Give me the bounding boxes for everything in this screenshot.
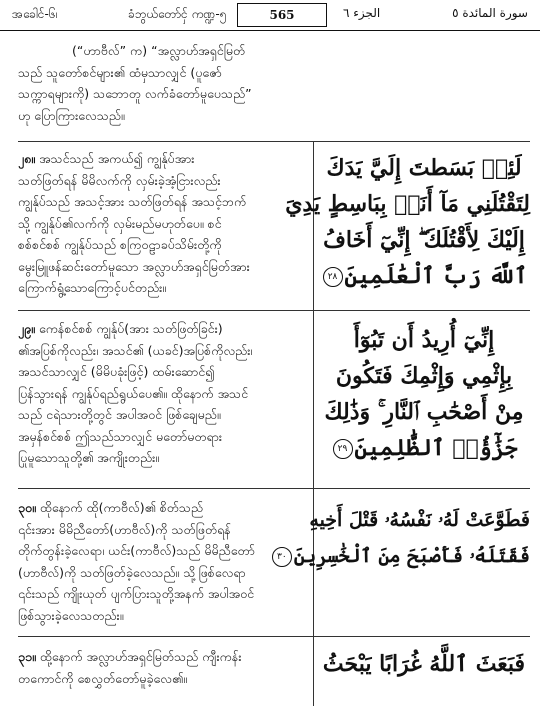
arabic-verse-30: [277, 502, 530, 574]
text-line: သက္ကာရများကို) သဘောတူ လက်ခံတော်မူပေသည်”: [18, 86, 252, 101]
book-volume: ကဏ္ဍ-၅: [191, 7, 227, 21]
arabic-line: لِتَقْتُلَنِي مَآ أَنَا۠ بِبَاسِطٍ يَدِيَ: [285, 191, 530, 217]
text-line: အသင်သာလျှင် (မိမိပခုံးဖြင့်) ထမ်းဆောင်၍: [18, 364, 215, 379]
translation-30: [18, 497, 302, 626]
text-line: သတ်ဖြတ်ရန် မိမိလက်ကို လှမ်းခဲ့အံ့ငြားလည်း: [18, 172, 221, 188]
verse-number: ၃၁။: [18, 649, 36, 664]
text-line: သည် ငရဲသားတို့တွင် အပါအဝင် ဖြစ်ချေမည်။: [18, 407, 221, 422]
text-line: (ဟာဗီလ်)ကို သတ်ဖြတ်ခဲ့လေသည်။ သို့ဖြစ်လေရာ: [18, 564, 246, 580]
header-book-title: [128, 6, 227, 24]
arabic-verse-29: [318, 322, 530, 466]
surah-label: سورة المائدة ٥: [452, 6, 528, 20]
arabic-verse-28: [285, 150, 530, 294]
text-line: ကြောက်ရွံ့သောကြောင့်ပင်တည်း။: [18, 280, 167, 295]
text-line: သည် သူတော်စင်များ၏ ထံမှသာလျှင် (ပူဇော်: [18, 64, 222, 80]
arabic-line: مِنْ أَصْحَٰبِ ٱلنَّارِ ۚ وَذَٰلِكَ: [324, 399, 524, 425]
text-line: ဖြစ်သွားခဲ့လေသတည်း။: [18, 607, 124, 623]
translation-31: [18, 646, 302, 689]
ayah-marker: ٣٠: [272, 547, 292, 567]
text-line: စစ်စင်စစ် ကျွန်ုပ်သည် စကြဝဠာခပ်သိမ်းတို့ကို: [18, 237, 222, 252]
text-line: မွေးမြူဖန်ဆင်းတော်မူသော အလ္လာဟ်အရှင်မြတ်အား: [18, 258, 250, 274]
text-line: ကျွန်ုပ်သည် အသင့်အား သတ်ဖြတ်ရန် အသင့်ဘက်: [18, 194, 247, 209]
section-divider: [18, 488, 530, 489]
arabic-line-content: ٱللَّهَ رَبَّ ٱلْعَٰلَمِينَ: [344, 263, 528, 289]
text-line: တိုက်တွန်းခဲ့လေရာ၊ ယင်း(ကာဗီလ်)သည် မိမိညီတော်: [18, 543, 255, 558]
text-line-content: ထို့နောက် အလ္လာဟ်အရှင်မြတ်သည် ကျီးကန်း: [39, 649, 242, 664]
text-line: ပြုမူသောသူတို့၏ အကျိုးတည်း။: [18, 450, 160, 465]
arabic-line: فَطَوَّعَتْ لَهُۥ نَفْسُهُۥ قَتْلَ أَخِيهِ: [309, 509, 530, 531]
arabic-line: [318, 258, 530, 294]
arabic-line: [277, 538, 530, 574]
text-line: အမှန်စင်စစ် ဤသည်သာလျှင် မတော်မတရား: [18, 428, 223, 444]
text-line: [18, 497, 302, 519]
text-line-content: အသင်သည် အကယ်၍ ကျွန်ုပ်အား: [39, 151, 195, 166]
text-line: [18, 148, 302, 170]
column-divider: [313, 141, 314, 706]
text-line: ဟု ပြောကြားလေသည်။: [18, 107, 125, 123]
text-line: [18, 318, 302, 340]
header-left-label: အခေါင်-၆၊: [12, 7, 58, 21]
section-divider: [18, 310, 530, 311]
text-line: ၏အပြစ်ကိုလည်း၊ အသင်၏ (ယခင်)အပြစ်ကိုလည်း၊: [18, 342, 253, 358]
text-line: တကောင်ကို စေလွှတ်တော်မူခဲ့လေ၏။: [18, 670, 187, 686]
text-line-content: ကေန်စင်စစ် ကျွန်ုပ်(အား သတ်ဖြတ်ခြင်း): [38, 321, 223, 336]
arabic-line: إِلَيْكَ لِأَقْتُلَكَ ۖ إِنِّيٓ أَخَافُ: [323, 227, 525, 253]
text-line: [18, 646, 302, 668]
text-line-content: ထိုနောက် ထို(ကာဗီလ်)၏ စိတ်သည်: [39, 500, 204, 515]
section-divider: [18, 636, 530, 637]
juz-label: الجزء ٦: [343, 6, 381, 20]
intro-paragraph: [18, 40, 302, 126]
arabic-line: لَئِنۢ بَسَطتَ إِلَيَّ يَدَكَ: [326, 155, 522, 181]
arabic-verse-31: [318, 646, 530, 682]
arabic-line-content: جَزَٰٓؤُا۟ ٱلظَّٰلِمِينَ: [354, 435, 518, 461]
arabic-line: إِنِّيٓ أُرِيدُ أَن تَبُوٓأَ: [353, 327, 495, 353]
text-line: ၎င်းသည် ကျိုးယုတ် ပျက်ပြားသူတို့အနက် အပါအဝင်: [18, 586, 255, 601]
arabic-line: بِإِثْمِي وَإِثْمِكَ فَتَكُونَ: [335, 363, 513, 389]
arabic-line: فَبَعَثَ ٱللَّهُ غُرَابًا يَبْحَثُ: [322, 651, 526, 677]
section-divider: [18, 141, 530, 142]
ayah-marker: ٢٨: [323, 267, 343, 287]
text-line: ၎င်းအား မိမိညီတော်(ဟာဗီလ်)ကို သတ်ဖြတ်ရန်: [18, 521, 231, 537]
ayah-marker: ٢٩: [333, 439, 353, 459]
verse-number: ၃၀။: [18, 500, 36, 515]
text-line: (“ဟာဗီလ်” က) “အလ္လာဟ်အရှင်မြတ်: [72, 43, 246, 58]
translation-29: [18, 318, 302, 469]
page-number: 565: [237, 3, 327, 27]
page-header: [0, 0, 540, 31]
translation-28: [18, 148, 302, 299]
verse-number: ၂၈။: [18, 151, 36, 166]
arabic-line: [318, 430, 530, 466]
text-line: ပြန်သွားရန် ကျွန်ုပ်ရည်ရွယ်ပေ၏။ ထိုနောက် အသင်: [18, 385, 249, 401]
arabic-line-content: فَقَتَلَهُۥ فَأَصْبَحَ مِنَ ٱلْخَٰسِرِينَ: [293, 545, 530, 567]
book-title: ခံဘွယ်တော်ငှ်: [128, 7, 188, 21]
text-line: သို့ ကျွန်ုပ်၏လက်ကို လှမ်းမည်မဟုတ်ပေ။ စင်: [18, 215, 222, 231]
verse-number: ၂၉။: [18, 321, 35, 336]
